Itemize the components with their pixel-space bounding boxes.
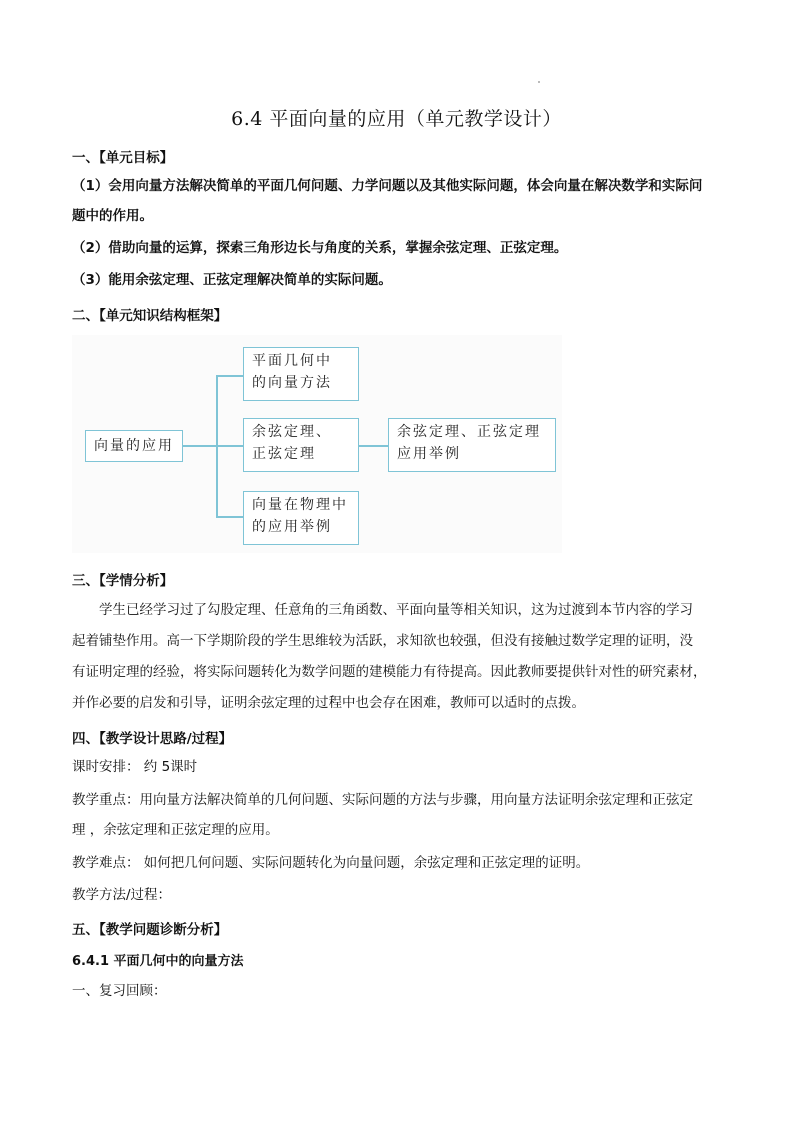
teaching-focus-line-1: 教学重点：用向量方法解决简单的几何问题、实际问题的方法与步骤，用向量方法证明余弦定理和正弦定 — [72, 792, 693, 808]
class-schedule: 课时安排： 约 5课时 — [72, 759, 198, 775]
section-2-heading: 二、【单元知识结构框架】 — [72, 308, 228, 324]
analysis-line-1: 学生已经学习过了勾股定理、任意角的三角函数、平面向量等相关知识，这为过渡到本节内容的学习 — [99, 602, 693, 618]
node-root — [85, 430, 183, 462]
teaching-method: 教学方法/过程： — [72, 887, 172, 903]
connector-branch-2 — [216, 445, 243, 447]
node-cosine-sine-theorem-line-2: 正弦定理 — [252, 446, 316, 462]
node-theorem-examples-line-2: 应用举例 — [397, 446, 461, 462]
section-4-heading: 四、【教学设计思路/过程】 — [72, 731, 233, 747]
node-physics-application-line-2: 的应用举例 — [252, 519, 332, 535]
node-theorem-examples — [388, 418, 556, 472]
connector-root — [181, 445, 216, 447]
scan-speck — [538, 81, 540, 83]
connector-branch-3 — [216, 516, 243, 518]
section-5-heading: 五、【教学问题诊断分析】 — [72, 922, 228, 938]
analysis-line-3: 有证明定理的经验，将实际问题转化为数学问题的建模能力有待提高。因此教师要提供针对性的研究素材， — [72, 664, 707, 680]
analysis-line-4: 并作必要的启发和引导，证明余弦定理的过程中也会存在困难，教师可以适时的点拨。 — [72, 695, 585, 711]
objective-2: （2）借助向量的运算，探索三角形边长与角度的关系，掌握余弦定理、正弦定理。 — [72, 240, 568, 256]
analysis-line-2: 起着铺垫作用。高一下学期阶段的学生思维较为活跃，求知欲也较强，但没有接触过数学定理的证明，没 — [72, 633, 693, 649]
connector-leaf — [358, 445, 388, 447]
node-cosine-sine-theorem — [243, 418, 359, 472]
section-1-heading: 一、【单元目标】 — [72, 150, 174, 166]
teaching-difficulty: 教学难点： 如何把几何问题、实际问题转化为向量问题，余弦定理和正弦定理的证明。 — [72, 855, 590, 871]
section-3-heading: 三、【学情分析】 — [72, 573, 174, 589]
subsection-6-4-1: 6.4.1 平面几何中的向量方法 — [72, 954, 244, 969]
node-plane-geometry-line-1: 平面几何中 — [252, 353, 332, 369]
knowledge-structure-diagram — [72, 335, 562, 553]
objective-1-line-2: 题中的作用。 — [72, 208, 153, 224]
objective-3: （3）能用余弦定理、正弦定理解决简单的实际问题。 — [72, 272, 392, 288]
node-root-label: 向量的应用 — [94, 438, 174, 454]
node-physics-application — [243, 491, 359, 545]
connector-branch-1 — [216, 375, 243, 377]
node-theorem-examples-line-1: 余弦定理、正弦定理 — [397, 424, 541, 440]
node-plane-geometry — [243, 347, 359, 401]
node-physics-application-line-1: 向量在物理中 — [252, 497, 348, 513]
page-title: 6.4 平面向量的应用（单元教学设计） — [231, 108, 562, 130]
node-cosine-sine-theorem-line-1: 余弦定理、 — [252, 424, 332, 440]
objective-1-line-1: （1）会用向量方法解决简单的平面几何问题、力学问题以及其他实际问题，体会向量在解决数学和实际问 — [72, 178, 703, 194]
review-heading: 一、复习回顾： — [72, 983, 167, 999]
node-plane-geometry-line-2: 的向量方法 — [252, 375, 332, 391]
teaching-focus-line-2: 理 ，余弦定理和正弦定理的应用。 — [72, 822, 279, 838]
